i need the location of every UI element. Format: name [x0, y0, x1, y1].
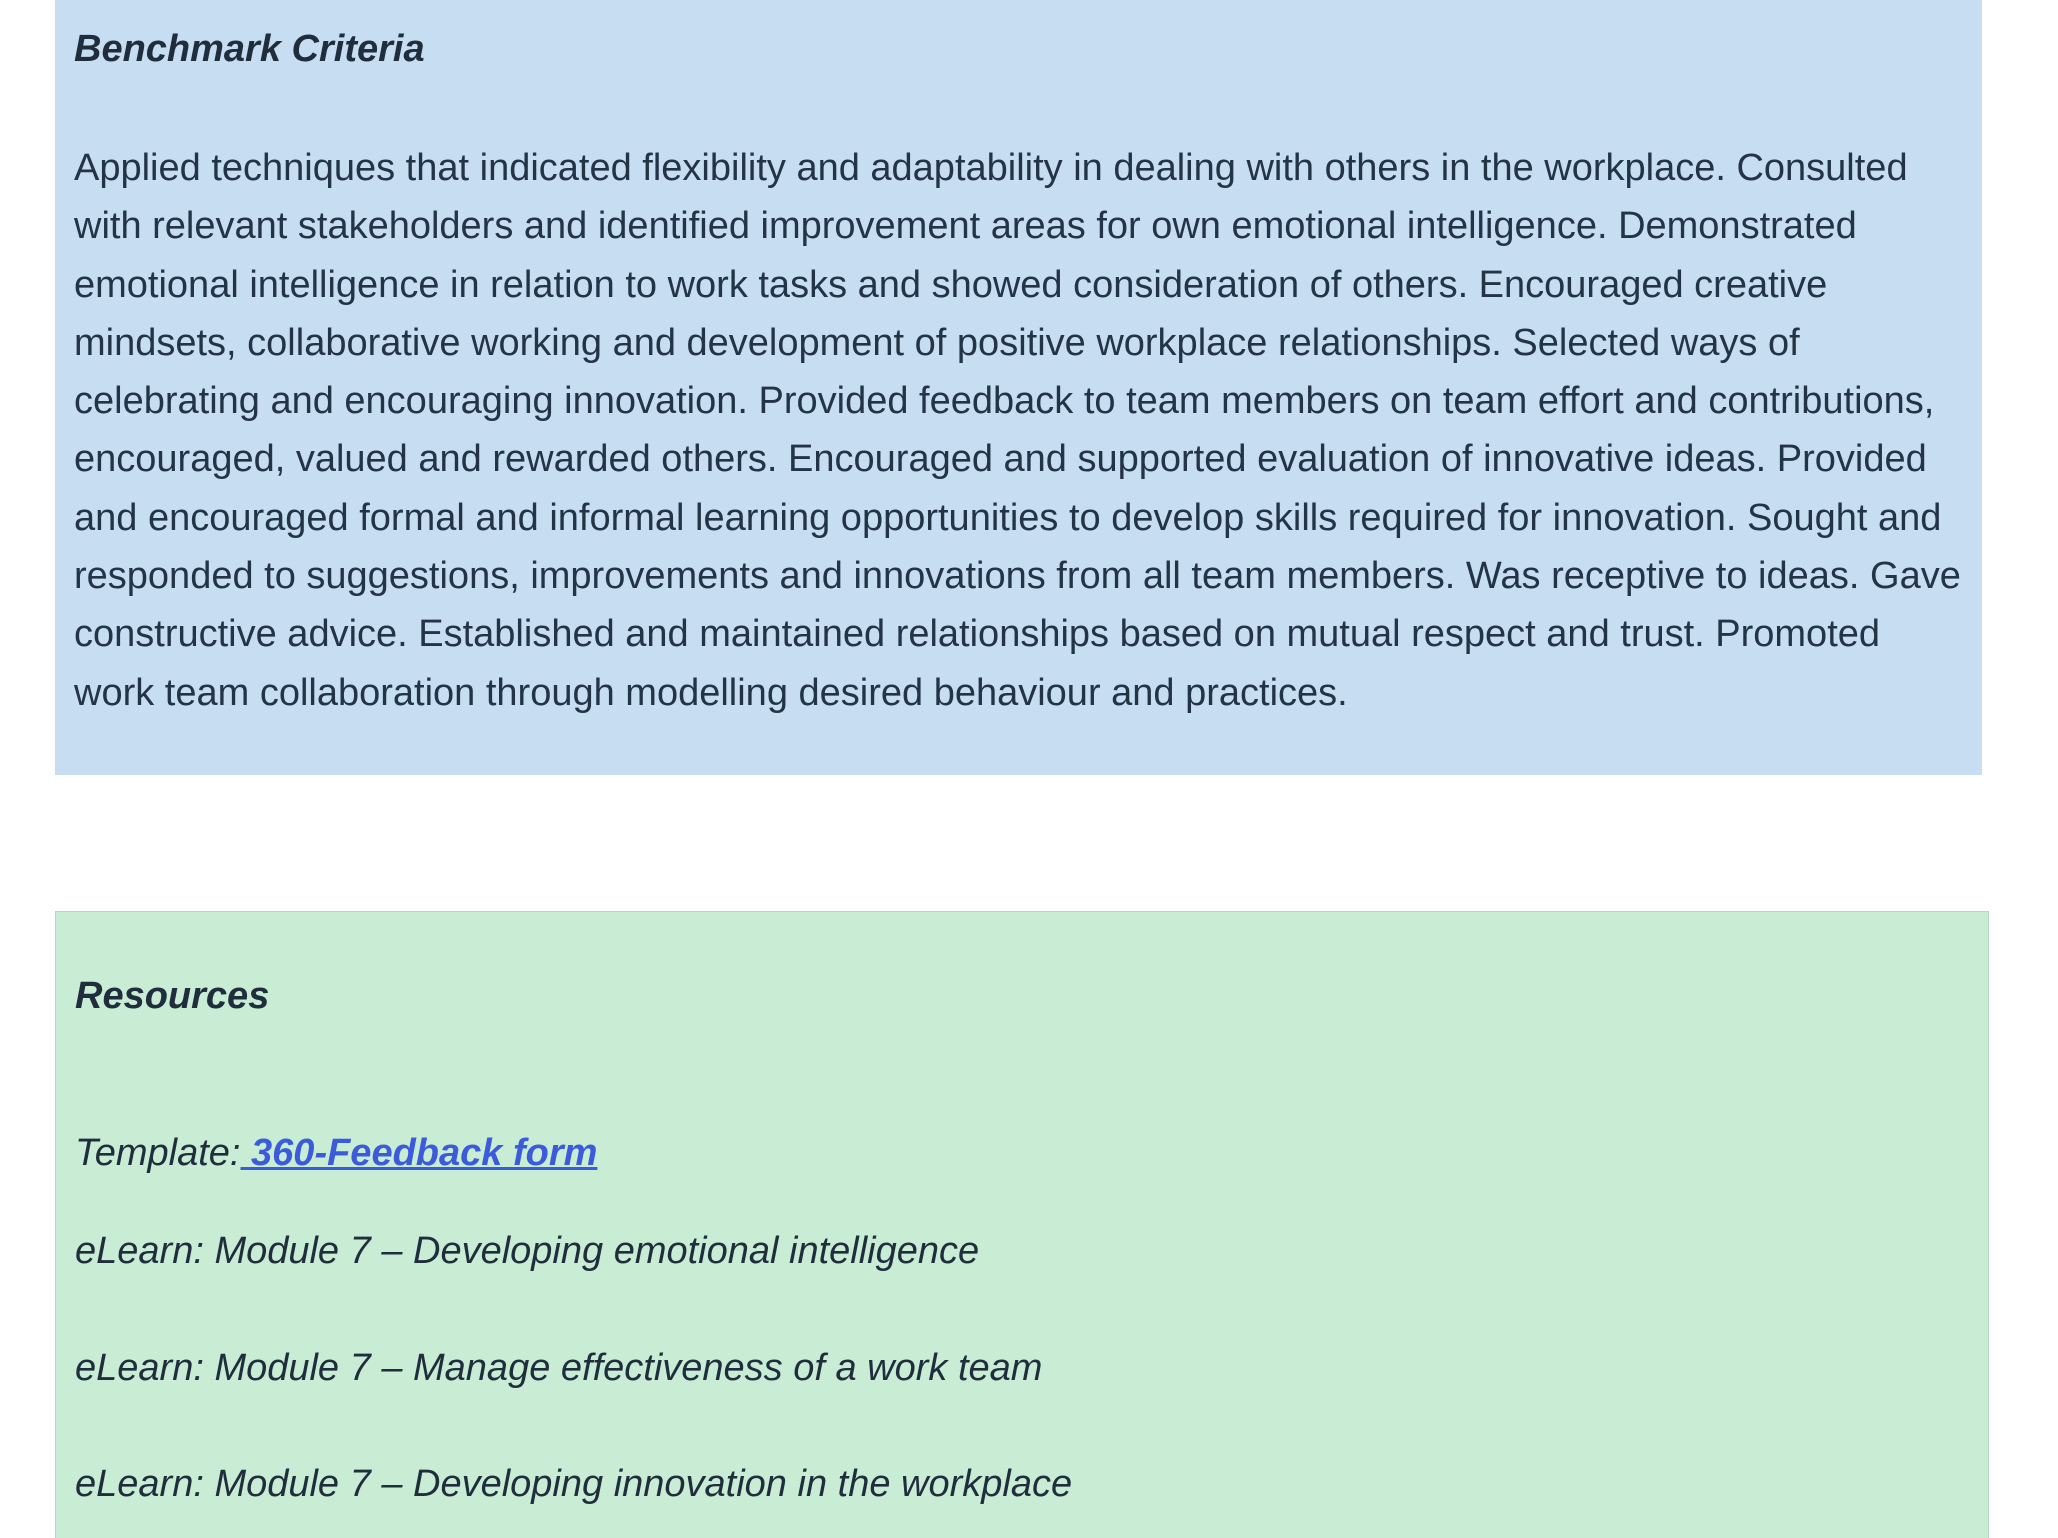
resource-item-emotional-intelligence: eLearn: Module 7 – Developing emotional intelligence	[75, 1230, 980, 1272]
benchmark-criteria-panel	[55, 0, 1982, 775]
resources-panel	[55, 911, 1989, 1538]
benchmark-criteria-heading: Benchmark Criteria	[74, 28, 425, 70]
resources-heading: Resources	[75, 975, 270, 1017]
template-label: Template:	[75, 1132, 241, 1174]
resource-item-work-team: eLearn: Module 7 – Manage effectiveness of a work team	[75, 1347, 1043, 1389]
resource-item-innovation: eLearn: Module 7 – Developing innovation in the workplace	[75, 1463, 1073, 1505]
benchmark-criteria-text: Applied techniques that indicated flexibility and adaptability in dealing with others in the workplace. Consulted with relevant stakeholders and identified improvement areas for own emotional intelligence. Demonstrated emotional intelligence in relation to work tasks and showed consideration of others. Encouraged creative mindsets, collaborative working and development of positive workplace relationships. Selected ways of celebrating and encouraging innovation. Provided feedback to team members on team effort and contributions, encouraged, valued and rewarded others. Encouraged and supported evaluation of innovative ideas. Provided and encouraged formal and informal learning opportunities to develop skills required for innovation. Sought and responded to suggestions, improvements and innovations from all team members. Was receptive to ideas. Gave constructive advice. Established and maintained relationships based on mutual respect and trust. Promoted work team collaboration through modelling desired behaviour and practices.	[74, 147, 1961, 714]
template-resource-line	[75, 1134, 597, 1172]
feedback-form-link[interactable]: 360-Feedback form	[240, 1132, 598, 1174]
